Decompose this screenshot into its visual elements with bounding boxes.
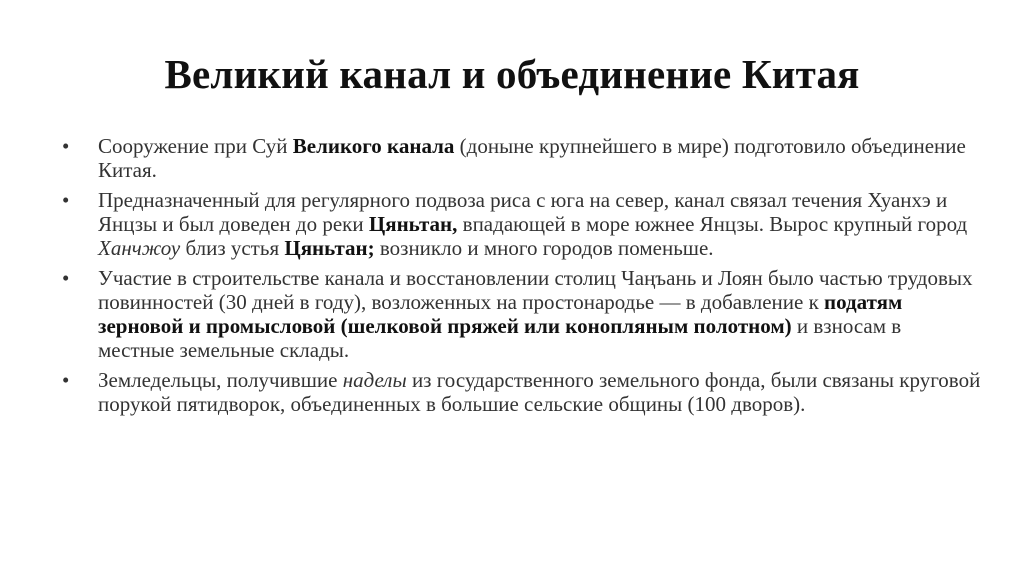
text-run-bold: податям зерновой и промысловой (шелковой пряжей или конопляным полотном) [98, 290, 903, 338]
text-run: Предназначенный для регулярного подвоза риса с юга на север, канал связал течения Хуанхэ и Янцзы и был доведен до реки [98, 188, 948, 236]
text-run-bold: Цяньтан; [284, 236, 375, 260]
text-run: близ устья [180, 236, 285, 260]
bullet-icon: • [62, 188, 70, 212]
text-run: Сооружение при Суй [98, 134, 293, 158]
text-run: впадающей в море южнее Янцзы. Вырос крупный город [457, 212, 968, 236]
text-run-bold: Великого канала [292, 134, 455, 158]
text-run: (доныне крупнейшего в мире) подготовило объединение Китая. [98, 134, 966, 182]
slide-title: Великий канал и объединение Китая [164, 51, 860, 97]
text-run-bold: Цяньтан, [368, 212, 458, 236]
bullet-icon: • [62, 266, 70, 290]
text-run-italic: Ханчжоу [98, 236, 181, 260]
text-run: из государственного земельного фонда, были связаны круговой порукой пятидворок, объединенных в большие сельские общины (100 дворов). [98, 368, 981, 416]
text-run: Участие в строительстве канала и восстановлении столиц Чаңъань и Лоян было частью трудовых повинностей (30 дней в году), возложенных на простонародье — в добавление к [98, 266, 973, 314]
bullet-icon: • [62, 134, 70, 158]
bullet-item [62, 134, 982, 182]
text-run: Земледельцы, получившие [98, 368, 343, 392]
bullet-item [62, 266, 982, 362]
text-run: возникло и много городов поменьше. [374, 236, 714, 260]
text-run-italic: наделы [342, 368, 407, 392]
bullet-item [62, 368, 982, 416]
bullet-item [62, 188, 982, 260]
bullet-icon: • [62, 368, 70, 392]
text-run: и взносам в местные земельные склады. [98, 314, 902, 362]
bullet-list [62, 134, 982, 422]
